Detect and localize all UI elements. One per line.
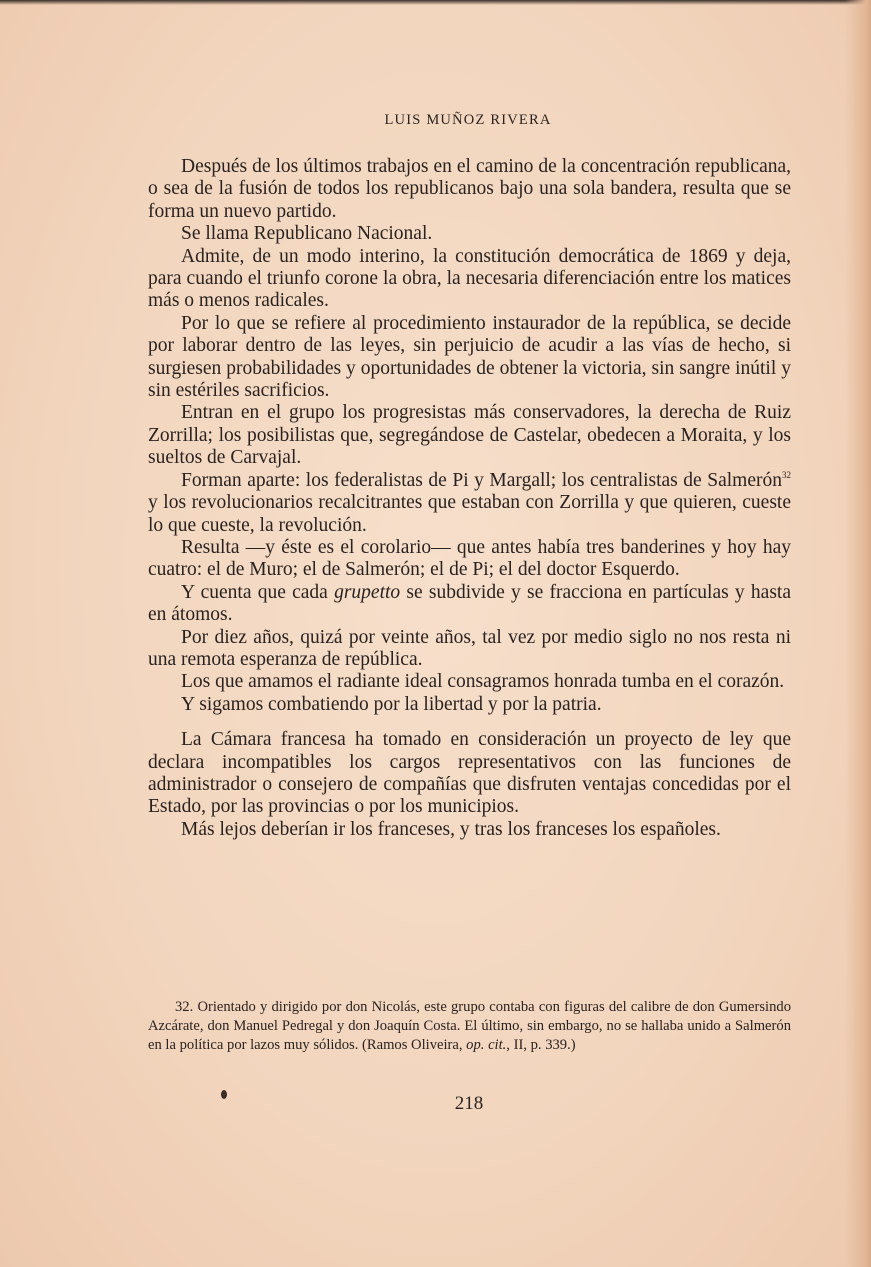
paragraph — [148, 470, 791, 537]
paragraph: Por lo que se refiere al procedimiento instaurador de la república, se decide por laborar dentro de las leyes, sin perjuicio de acudir a las vías de hecho, si surgiesen probabilidades y oportunidades de obtener la victoria, sin sangre inútil y sin estériles sacrificios. — [148, 312, 791, 402]
paragraph: Por diez años, quizá por veinte años, tal vez por medio siglo no nos resta ni una remota esperanza de república. — [148, 626, 791, 670]
body-text — [148, 156, 791, 841]
footnote-text — [148, 998, 791, 1055]
paragraph-text: y los revolucionarios recalcitrantes que estaban con Zorrilla y que quieren, cueste lo que cueste, la revolución. — [148, 492, 791, 536]
ink-speck — [221, 1090, 227, 1099]
paragraph: Más lejos deberían ir los franceses, y tras los franceses los españoles. — [181, 818, 721, 840]
running-head: LUIS MUÑOZ RIVERA — [384, 112, 552, 128]
page-right-edge — [845, 0, 871, 1267]
italic-term: grupetto — [334, 581, 401, 603]
paragraph: Se llama Republicano Nacional. — [181, 223, 433, 245]
page-number: 218 — [454, 1093, 484, 1114]
footnote-reference: 32 — [782, 469, 791, 480]
paragraph: Los que amamos el radiante ideal consagramos honrada tumba en el corazón. — [181, 671, 785, 693]
paragraph: Entran en el grupo los progresistas más conservadores, la derecha de Ruiz Zorrilla; los posibilistas que, segregándose de Castelar, obedecen a Moraita, y los sueltos de Carvajal. — [148, 402, 791, 469]
paragraph — [148, 582, 791, 627]
paragraph: Y sigamos combatiendo por la libertad y por la patria. — [181, 693, 602, 715]
footnote-italic: op. cit., — [466, 1037, 510, 1053]
page-top-shadow — [0, 0, 871, 5]
footnote-body: II, p. 339.) — [509, 1037, 576, 1053]
paragraph: La Cámara francesa ha tomado en consideración un proyecto de ley que declara incompatibles los cargos representativos con las funciones de administrador o consejero de compañías que disfruten ventajas concedidas por el Estado, por las provincias o por los municipios. — [148, 729, 791, 818]
paragraph: Después de los últimos trabajos en el camino de la concentración republicana, o sea de la fusión de todos los republicanos bajo una sola bandera, resulta que se forma un nuevo partido. — [148, 156, 791, 222]
paragraph-text: se subdivide y se fracciona en partículas y hasta en átomos. — [148, 581, 791, 626]
footnote-body: 32. Orientado y dirigido por don Nicolás, este grupo contaba con figuras del calibre de don Gumersindo Azcárate, don Manuel Pedregal y don Joaquín Costa. El último, sin embargo, no se hallaba unido a Salmerón en la política por lazos muy sólidos. (Ramos Oliveira, — [148, 999, 791, 1053]
paragraph: Resulta —y éste es el corolario— que antes había tres banderines y hoy hay cuatro: el de Muro; el de Salmerón; el de Pi; el del doctor Esquerdo. — [148, 536, 791, 581]
paragraph-text: Y cuenta que cada — [181, 581, 335, 603]
paragraph-text: Forman aparte: los federalistas de Pi y Margall; los centralistas de Salmerón — [181, 469, 782, 491]
footnote — [148, 998, 791, 1055]
paragraph: Admite, de un modo interino, la constitución democrática de 1869 y deja, para cuando el triunfo corone la obra, la necesaria diferenciación entre los matices más o menos radicales. — [148, 245, 791, 312]
